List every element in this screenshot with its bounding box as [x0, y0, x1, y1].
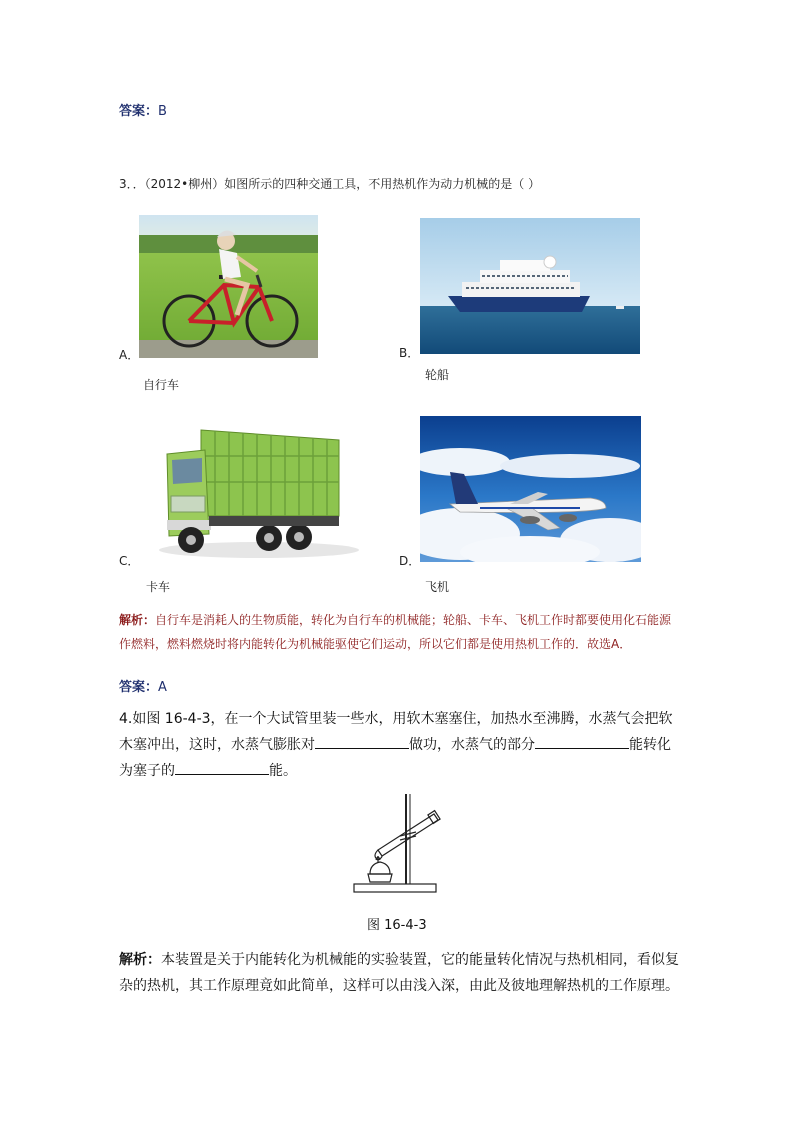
question-4-text [119, 706, 679, 784]
option-b-caption: 轮船 [425, 368, 450, 382]
option-c-letter: C． [119, 554, 140, 568]
answer-line-2 [119, 676, 167, 695]
airplane-photo [420, 416, 641, 562]
answer-value: A [158, 680, 167, 695]
test-tube-apparatus-figure [350, 790, 446, 898]
answer-blank-1[interactable] [315, 734, 409, 749]
answer-blank-3[interactable] [175, 760, 269, 775]
option-d-letter: D． [399, 554, 421, 568]
analysis-text: 本装置是关于内能转化为机械能的实验装置，它的能量转化情况与热机相同，看似复杂的热机，其工作原理竟如此简单，这样可以由浅入深，由此及彼地理解热机的工作原理。 [119, 952, 679, 994]
ship-photo [420, 218, 640, 354]
analysis-text: 自行车是消耗人的生物质能，转化为自行车的机械能；轮船、卡车、飞机工作时都要使用化石能源作燃料，燃料燃烧时将内能转化为机械能驱使它们运动，所以它们都是使用热机工作的．故选A． [119, 613, 672, 651]
option-b-letter: B． [399, 346, 420, 360]
option-c-caption: 卡车 [146, 580, 171, 594]
analysis-block-1 [119, 608, 679, 656]
analysis-label: 解析： [119, 952, 161, 968]
question-4-part1: 4.如图 16-4-3，在一个大试管里装一些水，用软木塞塞住，加热水至沸腾，水蒸气会把软木塞冲出，这时，水蒸气膨胀对 [119, 711, 673, 753]
answer-line-1 [119, 100, 167, 119]
question-3-text: 3．．（2012•柳州）如图所示的四种交通工具，不用热机作为动力机械的是（ ） [119, 177, 541, 191]
answer-label: 答案： [119, 680, 159, 695]
figure-caption: 图 16-4-3 [367, 918, 427, 933]
question-4-part4: 能。 [269, 763, 297, 779]
option-a-caption: 自行车 [143, 378, 180, 392]
bicycle-photo [139, 215, 318, 358]
question-4-part3: 能转化为塞子的 [119, 737, 671, 779]
answer-label: 答案： [119, 104, 159, 119]
option-a-letter: A． [119, 348, 140, 362]
analysis-label: 解析： [119, 613, 156, 627]
truck-photo [139, 416, 360, 562]
answer-value: B [158, 104, 167, 119]
answer-blank-2[interactable] [535, 734, 629, 749]
analysis-block-2 [119, 947, 681, 999]
option-d-caption: 飞机 [425, 580, 450, 594]
question-4-part2: 做功，水蒸气的部分 [409, 737, 535, 753]
